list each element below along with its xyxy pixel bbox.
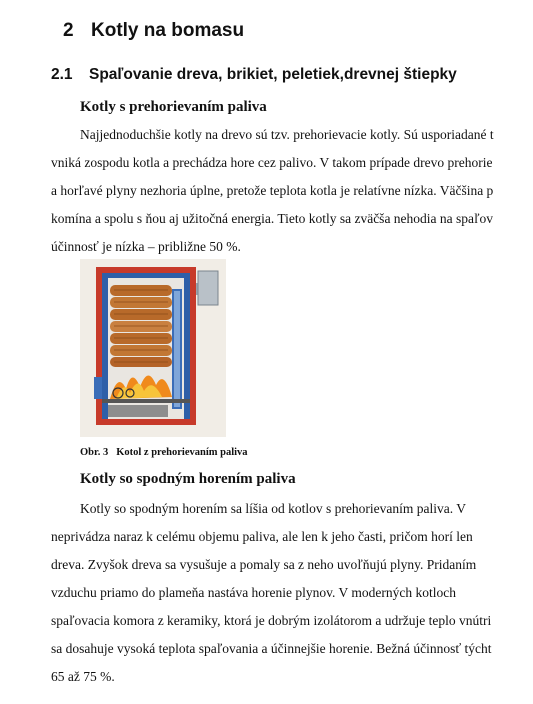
- paragraph-line: sa dosahuje vysoká teplota spaľovania a účinnejšie horenie. Bežná účinnosť týcht: [51, 641, 492, 656]
- paragraph-line: účinnosť je nízka – približne 50 %.: [51, 239, 241, 254]
- paragraph-line: neprivádza naraz k celému objemu paliva, ale len k jeho časti, pričom horí len: [51, 529, 473, 544]
- section-number: 2: [63, 20, 74, 41]
- figure-caption: [80, 447, 248, 458]
- paragraph-line: Najjednoduchšie kotly na drevo sú tzv. prehorievacie kotly. Sú usporiadané t: [80, 127, 494, 142]
- block2-paragraph: [51, 495, 533, 691]
- figure-caption-text: Kotol z prehorievaním paliva: [116, 447, 248, 458]
- block2-heading: Kotly so spodným horením paliva: [80, 471, 296, 487]
- paragraph-line: Kotly so spodným horením sa líšia od kotlov s prehorievaním paliva. V: [80, 501, 466, 516]
- paragraph-line: 65 až 75 %.: [51, 669, 115, 684]
- paragraph-line: spaľovacia komora z keramiky, ktorá je dobrým izolátorom a udržuje teplo vnútri: [51, 613, 492, 628]
- block1-heading: Kotly s prehorievaním paliva: [80, 99, 267, 115]
- paragraph-line: dreva. Zvyšok dreva sa vysušuje a pomaly sa z neho uvoľňujú plyny. Pridaním: [51, 557, 477, 572]
- paragraph-line: a horľavé plyny nezhoria úplne, pretože teplota kotla je relatívne nízka. Väčšina p: [51, 183, 494, 198]
- subsection-title: Spaľovanie dreva, brikiet, peletiek,drevnej štiepky: [89, 66, 457, 83]
- subsection-heading: [51, 66, 457, 84]
- section-title: Kotly na bomasu: [91, 20, 245, 41]
- paragraph-line: vniká zospodu kotla a prechádza hore cez palivo. V takom prípade drevo prehorie: [51, 155, 493, 170]
- figure-label: Obr. 3: [80, 447, 109, 458]
- block1-paragraph: [51, 121, 533, 261]
- paragraph-line: komína a spolu s ňou aj užitočná energia. Tieto kotly sa zväčša nehodia na spaľov: [51, 211, 494, 226]
- boiler-illustration: [80, 259, 226, 437]
- section-heading: [63, 20, 244, 42]
- subsection-number: 2.1: [51, 66, 73, 83]
- paragraph-line: vzduchu priamo do plameňa nastáva horenie plynov. V moderných kotloch: [51, 585, 457, 600]
